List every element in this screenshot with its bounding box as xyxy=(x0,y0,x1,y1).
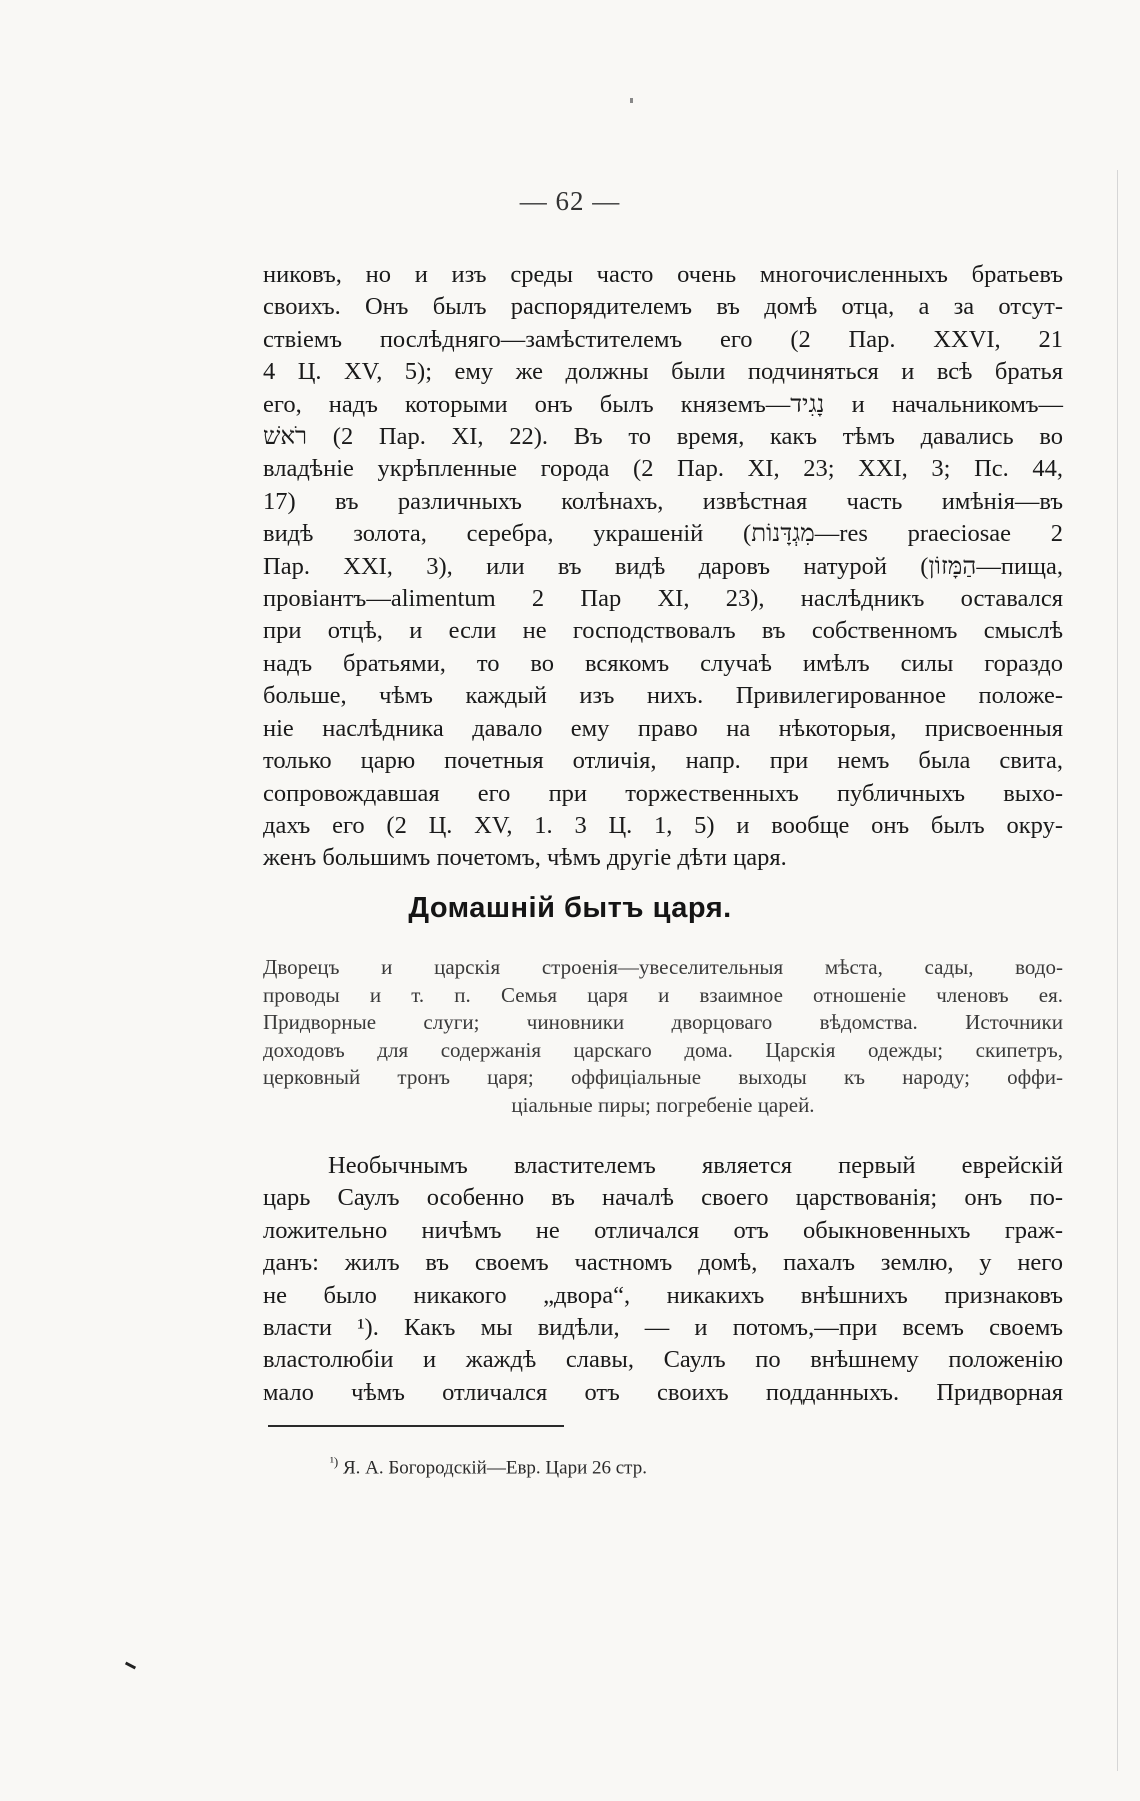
synopsis-line: проводы и т. п. Семья царя и взаимное отношеніе членовъ ея. xyxy=(263,982,1063,1007)
text-line: царь Саулъ особенно въ началѣ своего царствованія; онъ по- xyxy=(263,1184,1063,1212)
text-line: своихъ. Онъ былъ распорядителемъ въ домѣ отца, а за отсут- xyxy=(263,293,1063,321)
margin-mark xyxy=(125,1662,136,1670)
text-line: Пар. XXI, 3), или въ видѣ даровъ натурой (הַמָּזוֹן—пища, xyxy=(263,552,1063,580)
text-line: его, надъ которыми онъ былъ княземъ—נָגִיד и начальникомъ— xyxy=(263,390,1063,418)
synopsis-line: ціальные пиры; погребеніе царей. xyxy=(511,1092,815,1117)
text-line: властолюбіи и жаждѣ славы, Саулъ по внѣшнему положенію xyxy=(263,1346,1063,1374)
synopsis-line: церковный тронъ царя; оффиціальные выходы къ народу; оффи- xyxy=(263,1065,1063,1090)
text-line: больше, чѣмъ каждый изъ нихъ. Привилегированное положе- xyxy=(263,682,1063,710)
synopsis-line: Дворецъ и царскія строенія—увеселительныя мѣста, сады, водо- xyxy=(263,955,1063,979)
synopsis-line: доходовъ для содержанія царскаго дома. Царскія одежды; скипетръ, xyxy=(263,1037,1063,1062)
text-line: ствіемъ послѣдняго—замѣстителемъ его (2 Пар. XXVI, 21 xyxy=(263,325,1063,353)
text-line: 17) въ различныхъ колѣнахъ, извѣстная часть имѣнія—въ xyxy=(263,487,1063,515)
text-line: дахъ его (2 Ц. XV, 1. 3 Ц. 1, 5) и вообще онъ былъ окру- xyxy=(263,811,1063,839)
footnote xyxy=(330,1454,647,1479)
text-line: никовъ, но и изъ среды часто очень многочисленныхъ братьевъ xyxy=(263,261,1063,288)
text-line: при отцѣ, и если не господствовалъ въ собственномъ смыслѣ xyxy=(263,617,1063,645)
paragraph-saul xyxy=(263,1150,1063,1409)
footnote-text: Я. А. Богородскій—Евр. Цари 26 стр. xyxy=(342,1457,647,1479)
page-number: — 62 — xyxy=(519,186,621,216)
text-line: сопровождавшая его при торжественныхъ публичныхъ выхо- xyxy=(263,779,1063,807)
print-speck xyxy=(630,98,633,103)
text-line: только царю почетныя отличія, напр. при немъ была свита, xyxy=(263,747,1063,775)
text-line: רֹאשׁ (2 Пар. XI, 22). Въ то время, какъ тѣмъ давались во xyxy=(263,423,1063,451)
footnote-divider xyxy=(268,1425,564,1427)
footnote-marker: ¹) xyxy=(330,1454,339,1469)
text-line: Необычнымъ властителемъ является первый еврейскій xyxy=(328,1152,1063,1179)
scan-edge-line xyxy=(1117,170,1118,1771)
text-line: власти ¹). Какъ мы видѣли, — и потомъ,—при всемъ своемъ xyxy=(263,1314,1063,1342)
paragraph-heir xyxy=(263,259,1063,875)
text-line: провіантъ—alimentum 2 Пар XI, 23), наслѣдникъ оставался xyxy=(263,585,1063,613)
text-line: ложительно ничѣмъ не отличался отъ обыкновенныхъ граж- xyxy=(263,1216,1063,1244)
text-line: женъ большимъ почетомъ, чѣмъ другіе дѣти царя. xyxy=(263,844,787,872)
section-synopsis xyxy=(263,954,1063,1120)
text-line: владѣніе укрѣпленные города (2 Пар. XI, 23; XXI, 3; Пс. 44, xyxy=(263,455,1063,483)
text-line: не было никакого „двора“, никакихъ внѣшнихъ признаковъ xyxy=(263,1281,1063,1309)
synopsis-line: Придворные слуги; чиновники дворцоваго вѣдомства. Источники xyxy=(263,1010,1063,1035)
text-line: видѣ золота, серебра, украшеній (מִגְדָּנוֹת—res praeciosae 2 xyxy=(263,520,1063,548)
text-line: 4 Ц. XV, 5); ему же должны были подчиняться и всѣ братья xyxy=(263,358,1063,386)
text-line: ніе наслѣдника давало ему право на нѣкоторыя, присвоенныя xyxy=(263,714,1063,742)
text-line: надъ братьями, то во всякомъ случаѣ имѣлъ силы гораздо xyxy=(263,649,1063,677)
text-line: данъ: жилъ въ своемъ частномъ домѣ, пахалъ землю, у него xyxy=(263,1249,1063,1277)
section-title: Домашній бытъ царя. xyxy=(408,892,732,924)
text-line: мало чѣмъ отличался отъ своихъ подданныхъ. Придворная xyxy=(263,1378,1063,1406)
